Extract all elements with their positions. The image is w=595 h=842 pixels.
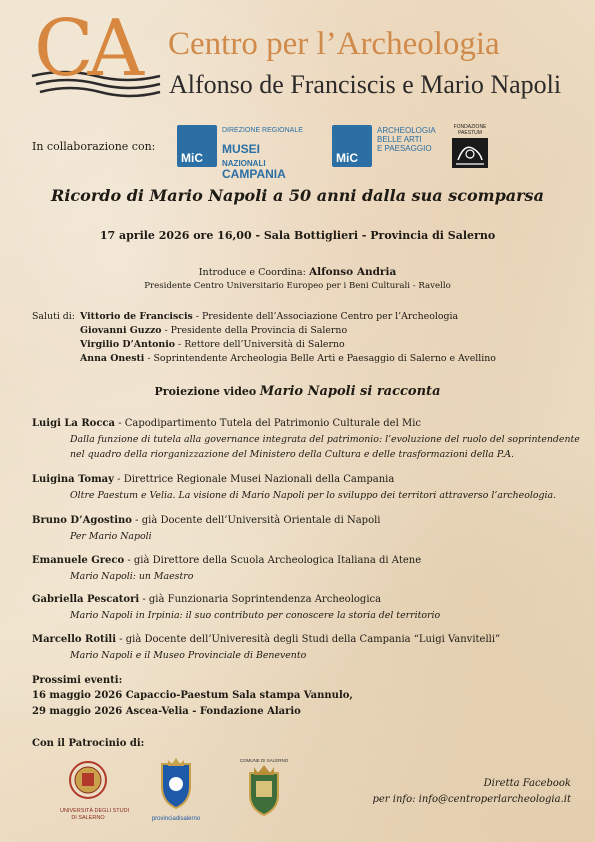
unisa-seal-icon: [60, 760, 116, 804]
soprintendenza-logo: MiC ARCHEOLOGIA BELLE ARTI E PAESAGGIO: [332, 125, 432, 171]
speaker-line: Luigina Tomay - Direttrice Regionale Musei Nazionali della Campania: [32, 474, 395, 485]
next-event-item: 29 maggio 2026 Ascea-Velia - Fondazione Alario: [32, 706, 301, 717]
next-events-label: Prossimi eventi:: [32, 675, 123, 686]
facebook-live: Diretta Facebook: [483, 778, 571, 789]
info-email-link[interactable]: info@centroperlarcheologia.it: [418, 794, 571, 805]
greeting-item: Anna Onesti - Soprintendente Archeologia Belle Arti e Paesaggio di Salerno e Avellino: [80, 353, 496, 364]
comune-salerno-logo: COMUNE DI SALERNO: [238, 758, 290, 824]
speaker-line: Marcello Rotili - già Docente dell’Univeresità degli Studi della Campania “Luigi Vanvitelli”: [32, 634, 501, 645]
talk-title: Oltre Paestum e Velia. La visione di Mario Napoli per lo sviluppo dei territori attraverso l’archeologia.: [70, 490, 557, 501]
patronage-label: Con il Patrocinio di:: [32, 738, 145, 749]
comune-crest-icon: [238, 763, 290, 819]
intro-line: Introduce e Coordina: Alfonso Andria: [198, 266, 397, 278]
page-title: Centro per l’Archeologia: [168, 26, 500, 62]
greetings-label: Saluti di:: [32, 311, 75, 322]
musei-campania-logo: MiC DIREZIONE REGIONALE MUSEI NAZIONALI CAMPANIA: [177, 125, 312, 171]
provincia-salerno-logo: provinciadisalerno: [148, 756, 204, 826]
logo-letters: CA: [34, 4, 139, 94]
info-line: per info: info@centroperlarcheologia.it: [372, 794, 571, 805]
provincia-crest-icon: [148, 756, 204, 812]
speaker-line: Bruno D’Agostino - già Docente dell’Università Orientale di Napoli: [32, 515, 381, 526]
unisa-logo: UNIVERSITÀ DEGLI STUDI DI SALERNO: [60, 760, 116, 824]
talk-title: Mario Napoli e il Museo Provinciale di Benevento: [70, 650, 307, 661]
fondazione-paestum-logo: FONDAZIONE PAESTUM: [448, 125, 494, 171]
greeting-item: Giovanni Guzzo - Presidente della Provincia di Salerno: [80, 325, 348, 336]
speaker-line: Gabriella Pescatori - già Funzionaria Soprintendenza Archeologica: [32, 594, 382, 605]
talk-title: Dalla funzione di tutela alla governance integrata del patrimonio: l’evoluzione del ruolo del soprintendente: [70, 434, 580, 445]
talk-title: nel quadro della riorganizzazione del Ministero della Cultura e delle trasformazioni della P.A.: [70, 449, 515, 460]
greeting-item: Vittorio de Franciscis - Presidente dell’Associazione Centro per l’Archeologia: [80, 311, 459, 322]
next-event-item: 16 maggio 2026 Capaccio-Paestum Sala stampa Vannulo,: [32, 690, 353, 701]
talk-title: Mario Napoli in Irpinia: il suo contributo per conoscere la storia del territorio: [70, 610, 441, 621]
talk-title: Per Mario Napoli: [70, 531, 152, 542]
collaboration-label: In collaborazione con:: [32, 140, 156, 153]
video-line: Proiezione video Mario Napoli si racconta: [154, 384, 441, 399]
page-subtitle: Alfonso de Franciscis e Mario Napoli: [169, 70, 562, 99]
speaker-line: Emanuele Greco - già Direttore della Scuola Archeologica Italiana di Atene: [32, 555, 422, 566]
greeting-item: Virgilio D’Antonio - Rettore dell’Università di Salerno: [80, 339, 345, 350]
speaker-line: Luigi La Rocca - Capodipartimento Tutela del Patrimonio Culturale del Mic: [32, 418, 421, 429]
event-title: Ricordo di Mario Napoli a 50 anni dalla sua scomparsa: [51, 186, 544, 205]
intro-role: Presidente Centro Universitario Europeo per i Beni Culturali - Ravello: [144, 281, 451, 291]
paestum-emblem-icon: [452, 138, 488, 168]
talk-title: Mario Napoli: un Maestro: [70, 571, 194, 582]
event-date: 17 aprile 2026 ore 16,00 - Sala Bottiglieri - Provincia di Salerno: [99, 229, 496, 242]
